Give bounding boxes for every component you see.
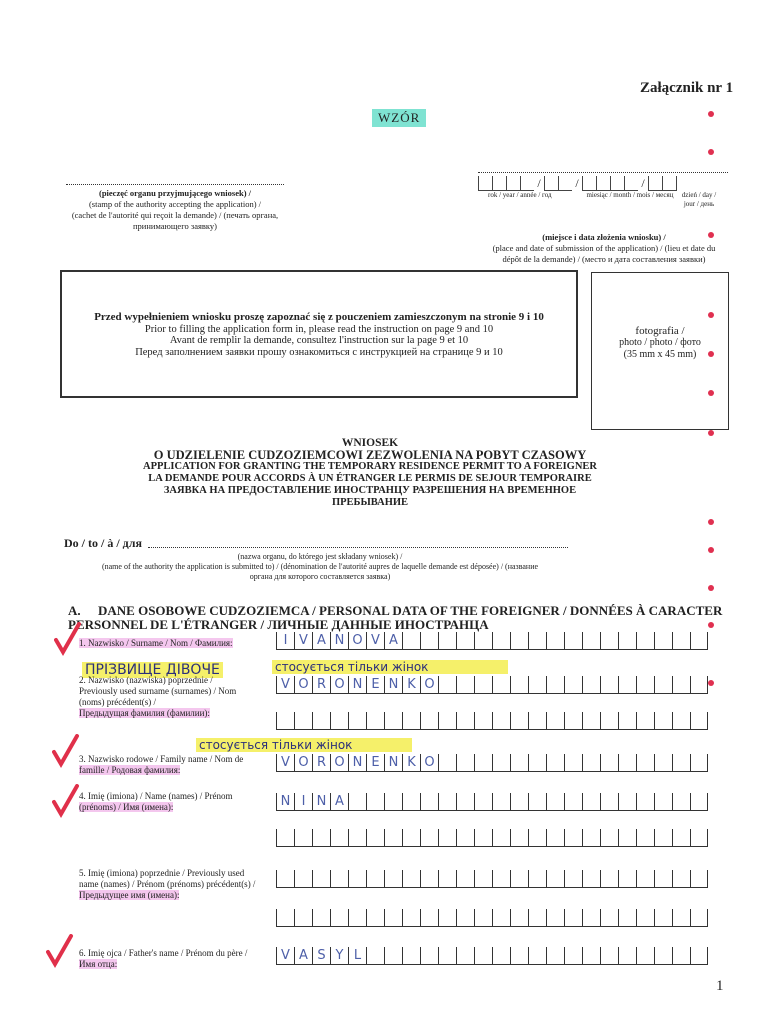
char-box[interactable] bbox=[420, 870, 438, 888]
char-box[interactable]: I bbox=[276, 632, 294, 650]
date-year-label: rok / year / année / год bbox=[488, 191, 552, 199]
char-box[interactable] bbox=[654, 754, 672, 772]
char-box[interactable] bbox=[564, 947, 582, 965]
char-box[interactable] bbox=[456, 947, 474, 965]
char-box[interactable] bbox=[618, 754, 636, 772]
char-box[interactable] bbox=[528, 754, 546, 772]
char-box[interactable] bbox=[690, 676, 708, 694]
char-box[interactable] bbox=[546, 793, 564, 811]
char-box[interactable] bbox=[546, 870, 564, 888]
handwritten-women-note-2: стосується тільки жінок bbox=[196, 738, 412, 752]
char-box[interactable] bbox=[492, 909, 510, 927]
char-box[interactable] bbox=[654, 793, 672, 811]
char-box[interactable] bbox=[456, 870, 474, 888]
char-box[interactable] bbox=[384, 870, 402, 888]
char-box[interactable] bbox=[690, 947, 708, 965]
char-box[interactable]: N bbox=[384, 676, 402, 694]
char-box[interactable] bbox=[492, 870, 510, 888]
char-box[interactable] bbox=[654, 829, 672, 847]
char-box[interactable] bbox=[546, 909, 564, 927]
char-box[interactable] bbox=[672, 712, 690, 730]
char-box[interactable] bbox=[600, 870, 618, 888]
binder-dot bbox=[708, 232, 714, 238]
char-box[interactable] bbox=[528, 676, 546, 694]
char-box[interactable] bbox=[438, 909, 456, 927]
char-box[interactable] bbox=[438, 870, 456, 888]
char-box[interactable] bbox=[492, 829, 510, 847]
char-box[interactable] bbox=[672, 947, 690, 965]
authority-input[interactable] bbox=[148, 547, 568, 548]
char-box[interactable] bbox=[654, 712, 672, 730]
char-box[interactable] bbox=[510, 870, 528, 888]
char-box[interactable] bbox=[492, 712, 510, 730]
stamp-line bbox=[66, 184, 284, 185]
char-box[interactable] bbox=[582, 793, 600, 811]
char-box[interactable] bbox=[672, 793, 690, 811]
char-box[interactable]: A bbox=[384, 632, 402, 650]
place-line bbox=[478, 172, 728, 173]
char-box[interactable] bbox=[600, 632, 618, 650]
char-box[interactable] bbox=[384, 829, 402, 847]
char-box[interactable] bbox=[438, 947, 456, 965]
char-box[interactable] bbox=[492, 676, 510, 694]
char-box[interactable] bbox=[564, 676, 582, 694]
char-box[interactable] bbox=[312, 712, 330, 730]
char-box[interactable] bbox=[402, 793, 420, 811]
char-box[interactable] bbox=[330, 829, 348, 847]
char-box[interactable] bbox=[564, 754, 582, 772]
char-box[interactable] bbox=[546, 947, 564, 965]
binder-dot bbox=[708, 680, 714, 686]
char-box[interactable] bbox=[420, 712, 438, 730]
char-box[interactable] bbox=[528, 793, 546, 811]
field-previous-name-label: 5. Imię (imiona) poprzednie / Previously used name (names) / Prénom (prénoms) précédent(s) / Предыдущее имя (имена): bbox=[79, 868, 256, 900]
char-box[interactable] bbox=[528, 829, 546, 847]
handwritten-women-note-1: стосується тільки жінок bbox=[272, 660, 508, 674]
char-box[interactable]: V bbox=[276, 676, 294, 694]
char-box[interactable] bbox=[618, 676, 636, 694]
char-box[interactable] bbox=[618, 947, 636, 965]
char-box[interactable] bbox=[366, 829, 384, 847]
father-name-grid[interactable] bbox=[276, 947, 708, 965]
char-box[interactable] bbox=[600, 947, 618, 965]
first-name-grid-2[interactable] bbox=[276, 829, 708, 847]
field-first-name-label: 4. Imię (imiona) / Name (names) / Prénom (prénoms) / Имя (имена): bbox=[79, 791, 233, 812]
char-box[interactable]: O bbox=[330, 754, 348, 772]
char-box[interactable] bbox=[564, 829, 582, 847]
char-box[interactable] bbox=[600, 712, 618, 730]
char-box[interactable] bbox=[294, 829, 312, 847]
char-box[interactable] bbox=[564, 793, 582, 811]
char-box[interactable] bbox=[546, 632, 564, 650]
binder-dot bbox=[708, 585, 714, 591]
char-box[interactable] bbox=[510, 754, 528, 772]
char-box[interactable] bbox=[474, 947, 492, 965]
char-box[interactable] bbox=[294, 909, 312, 927]
char-box[interactable] bbox=[384, 793, 402, 811]
binder-dot bbox=[708, 519, 714, 525]
page-number: 1 bbox=[716, 978, 724, 994]
char-box[interactable] bbox=[366, 909, 384, 927]
char-box[interactable] bbox=[582, 676, 600, 694]
char-box[interactable] bbox=[276, 870, 294, 888]
previous-name-grid-2[interactable] bbox=[276, 909, 708, 927]
char-box[interactable] bbox=[456, 712, 474, 730]
char-box[interactable] bbox=[672, 676, 690, 694]
char-box[interactable] bbox=[672, 829, 690, 847]
char-box[interactable] bbox=[600, 909, 618, 927]
char-box[interactable] bbox=[438, 829, 456, 847]
char-box[interactable] bbox=[528, 870, 546, 888]
char-box[interactable] bbox=[420, 947, 438, 965]
char-box[interactable] bbox=[600, 676, 618, 694]
char-box[interactable] bbox=[690, 793, 708, 811]
char-box[interactable] bbox=[636, 909, 654, 927]
char-box[interactable] bbox=[438, 793, 456, 811]
previous-surname-grid[interactable] bbox=[276, 676, 708, 694]
char-box[interactable] bbox=[420, 793, 438, 811]
char-box[interactable]: O bbox=[420, 754, 438, 772]
char-box[interactable]: O bbox=[348, 632, 366, 650]
char-box[interactable]: L bbox=[348, 947, 366, 965]
authority-caption: (nazwa organu, do którego jest składany wniosek) / (name of the authority the application is submitted to) / (dénomination de l'autorité aupres de laquelle demande est déposée) / (название органа для которого составляется заявка) bbox=[101, 552, 539, 581]
annex-label: Załącznik nr 1 bbox=[640, 80, 734, 96]
surname-grid[interactable] bbox=[276, 632, 708, 650]
char-box[interactable]: R bbox=[312, 754, 330, 772]
char-box[interactable]: K bbox=[402, 754, 420, 772]
char-box[interactable] bbox=[438, 632, 456, 650]
char-box[interactable] bbox=[636, 712, 654, 730]
char-box[interactable] bbox=[312, 909, 330, 927]
char-box[interactable] bbox=[528, 712, 546, 730]
char-box[interactable] bbox=[276, 829, 294, 847]
char-box[interactable]: N bbox=[348, 754, 366, 772]
field-surname-label: 1. Nazwisko / Surname / Nom / Фамилия: bbox=[79, 638, 233, 648]
char-box[interactable] bbox=[330, 712, 348, 730]
char-box[interactable] bbox=[690, 909, 708, 927]
char-box[interactable] bbox=[294, 712, 312, 730]
char-box[interactable] bbox=[366, 947, 384, 965]
stamp-caption: (pieczęć organu przyjmującego wniosek) / (stamp of the authority accepting the application) / (cachet de l'autorité qui reçoit la demande) / (печать органа, принимающего заявку) bbox=[71, 188, 279, 231]
char-box[interactable] bbox=[492, 947, 510, 965]
char-box[interactable] bbox=[438, 712, 456, 730]
char-box[interactable] bbox=[366, 793, 384, 811]
char-box[interactable]: A bbox=[294, 947, 312, 965]
char-box[interactable] bbox=[348, 909, 366, 927]
char-box[interactable]: V bbox=[276, 754, 294, 772]
char-box[interactable] bbox=[690, 870, 708, 888]
char-box[interactable] bbox=[456, 793, 474, 811]
char-box[interactable] bbox=[474, 632, 492, 650]
check-mark-icon bbox=[52, 734, 80, 768]
photo-box[interactable]: fotografia / photo / photo / фото (35 mm x 45 mm) bbox=[591, 272, 729, 430]
char-box[interactable]: I bbox=[294, 793, 312, 811]
date-month-label: miesiąc / month / mois / месяц bbox=[586, 191, 674, 199]
char-box[interactable] bbox=[348, 712, 366, 730]
char-box[interactable] bbox=[510, 793, 528, 811]
char-box[interactable] bbox=[474, 793, 492, 811]
char-box[interactable] bbox=[294, 870, 312, 888]
char-box[interactable] bbox=[654, 909, 672, 927]
char-box[interactable] bbox=[474, 909, 492, 927]
char-box[interactable] bbox=[312, 829, 330, 847]
check-mark-icon bbox=[52, 784, 80, 818]
char-box[interactable] bbox=[420, 909, 438, 927]
char-box[interactable]: O bbox=[294, 676, 312, 694]
form-title: WNIOSEK O UDZIELENIE CUDZOZIEMCOWI ZEZWOLENIA NA POBYT CZASOWY APPLICATION FOR GRANTING THE TEMPORARY RESIDENCE PERMIT TO A FOREIGNER LA DEMANDE POUR ACCORDS À UN ÉTRANGER LE PERMIS DE SEJOUR TEMPORAIRE ЗАЯВКА НА ПРЕДОСТАВЛЕНИЕ ИНОСТРАНЦУ РАЗРЕШЕНИЯ НА ВРЕМЕННОЕ ПРЕБЫВАНИЕ bbox=[142, 437, 598, 508]
date-grid[interactable]: / / / bbox=[478, 176, 677, 191]
char-box[interactable] bbox=[438, 676, 456, 694]
char-box[interactable] bbox=[366, 712, 384, 730]
char-box[interactable] bbox=[672, 632, 690, 650]
char-box[interactable] bbox=[402, 909, 420, 927]
char-box[interactable] bbox=[654, 947, 672, 965]
char-box[interactable] bbox=[582, 712, 600, 730]
char-box[interactable]: O bbox=[294, 754, 312, 772]
char-box[interactable] bbox=[474, 712, 492, 730]
char-box[interactable]: K bbox=[402, 676, 420, 694]
char-box[interactable] bbox=[348, 829, 366, 847]
char-box[interactable] bbox=[618, 632, 636, 650]
char-box[interactable] bbox=[672, 870, 690, 888]
char-box[interactable] bbox=[690, 829, 708, 847]
char-box[interactable] bbox=[510, 712, 528, 730]
char-box[interactable]: Y bbox=[330, 947, 348, 965]
char-box[interactable] bbox=[492, 754, 510, 772]
char-box[interactable] bbox=[420, 632, 438, 650]
instruction-notice: Przed wypełnieniem wniosku proszę zapoznać się z pouczeniem zamieszczonym na stronie 9 i 10 Prior to filling the application form in, please read the instruction on page 9 and 10 Avant de remplir la demande, consultez l'instruction sur la page 9 et 10 Перед заполнением заявки прошу ознакомиться с инструкцией на странице 9 и 10 bbox=[60, 270, 578, 398]
char-box[interactable] bbox=[528, 947, 546, 965]
field-father-name-label: 6. Imię ojca / Father's name / Prénom du père / Имя отца: bbox=[79, 948, 248, 969]
char-box[interactable] bbox=[528, 909, 546, 927]
field-previous-surname-label: 2. Nazwisko (nazwiska) poprzednie / Previously used surname (surnames) / Nom (noms) précédent(s) / Предыдущая фамилия (фамилии): bbox=[79, 675, 237, 718]
field-family-name-label: 3. Nazwisko rodowe / Family name / Nom de famille / Родовая фамилия: bbox=[79, 754, 244, 775]
binder-dot bbox=[708, 547, 714, 553]
char-box[interactable] bbox=[690, 712, 708, 730]
char-box[interactable] bbox=[654, 870, 672, 888]
char-box[interactable] bbox=[582, 909, 600, 927]
char-box[interactable] bbox=[636, 870, 654, 888]
char-box[interactable] bbox=[384, 909, 402, 927]
char-box[interactable] bbox=[276, 909, 294, 927]
binder-dot bbox=[708, 430, 714, 436]
char-box[interactable] bbox=[474, 870, 492, 888]
char-box[interactable]: O bbox=[330, 676, 348, 694]
char-box[interactable] bbox=[636, 829, 654, 847]
handwritten-maiden-note: ПРІЗВИЩЕ ДІВОЧЕ bbox=[82, 662, 223, 678]
char-box[interactable] bbox=[402, 947, 420, 965]
char-box[interactable] bbox=[636, 947, 654, 965]
binder-dot bbox=[708, 622, 714, 628]
template-stamp: WZÓR bbox=[372, 109, 426, 127]
binder-dot bbox=[708, 111, 714, 117]
place-caption: (miejsce i data złożenia wniosku) / (place and date of submission of the application) / (lieu et date du dépôt de la demande) / (место и дата составления заявки) bbox=[492, 232, 716, 264]
char-box[interactable] bbox=[600, 829, 618, 847]
char-box[interactable] bbox=[492, 793, 510, 811]
char-box[interactable] bbox=[402, 870, 420, 888]
char-box[interactable]: S bbox=[312, 947, 330, 965]
char-box[interactable] bbox=[564, 909, 582, 927]
char-box[interactable] bbox=[546, 754, 564, 772]
char-box[interactable]: E bbox=[366, 676, 384, 694]
section-a-heading: A. DANE OSOBOWE CUDZOZIEMCA / PERSONAL DATA OF THE FOREIGNER / DONNÉES À CARACTER PERSONNEL DE L'ÉTRANGER / ЛИЧНЫЕ ДАННЫЕ ИНОСТРАНЦА bbox=[68, 603, 723, 632]
char-box[interactable]: A bbox=[330, 793, 348, 811]
binder-dot bbox=[708, 390, 714, 396]
char-box[interactable] bbox=[492, 632, 510, 650]
first-name-grid[interactable] bbox=[276, 793, 708, 811]
char-box[interactable] bbox=[402, 829, 420, 847]
char-box[interactable]: N bbox=[276, 793, 294, 811]
char-box[interactable] bbox=[690, 754, 708, 772]
char-box[interactable] bbox=[276, 712, 294, 730]
char-box[interactable] bbox=[564, 712, 582, 730]
char-box[interactable] bbox=[456, 676, 474, 694]
char-box[interactable] bbox=[582, 754, 600, 772]
char-box[interactable] bbox=[384, 947, 402, 965]
char-box[interactable] bbox=[546, 712, 564, 730]
char-box[interactable] bbox=[546, 829, 564, 847]
char-box[interactable] bbox=[582, 947, 600, 965]
char-box[interactable] bbox=[672, 909, 690, 927]
char-box[interactable] bbox=[618, 870, 636, 888]
char-box[interactable] bbox=[474, 754, 492, 772]
char-box[interactable] bbox=[474, 829, 492, 847]
char-box[interactable]: N bbox=[312, 793, 330, 811]
char-box[interactable] bbox=[582, 632, 600, 650]
char-box[interactable] bbox=[636, 793, 654, 811]
char-box[interactable] bbox=[348, 793, 366, 811]
char-box[interactable] bbox=[690, 632, 708, 650]
char-box[interactable] bbox=[600, 754, 618, 772]
char-box[interactable]: V bbox=[276, 947, 294, 965]
date-day-label: dzień / day / jour / день bbox=[681, 191, 717, 208]
char-box[interactable] bbox=[618, 829, 636, 847]
char-box[interactable] bbox=[582, 829, 600, 847]
char-box[interactable] bbox=[510, 909, 528, 927]
char-box[interactable] bbox=[654, 676, 672, 694]
char-box[interactable]: A bbox=[312, 632, 330, 650]
previous-surname-grid-2[interactable] bbox=[276, 712, 708, 730]
char-box[interactable]: E bbox=[366, 754, 384, 772]
char-box[interactable] bbox=[582, 870, 600, 888]
char-box[interactable] bbox=[600, 793, 618, 811]
char-box[interactable] bbox=[366, 870, 384, 888]
char-box[interactable] bbox=[510, 676, 528, 694]
char-box[interactable] bbox=[474, 676, 492, 694]
char-box[interactable] bbox=[438, 754, 456, 772]
binder-dot bbox=[708, 351, 714, 357]
authority-label: Do / to / à / для bbox=[64, 536, 142, 550]
char-box[interactable] bbox=[456, 754, 474, 772]
char-box[interactable] bbox=[672, 754, 690, 772]
char-box[interactable] bbox=[402, 712, 420, 730]
char-box[interactable] bbox=[618, 712, 636, 730]
char-box[interactable] bbox=[618, 909, 636, 927]
char-box[interactable] bbox=[618, 793, 636, 811]
char-box[interactable] bbox=[384, 712, 402, 730]
char-box[interactable] bbox=[456, 909, 474, 927]
char-box[interactable] bbox=[636, 754, 654, 772]
char-box[interactable] bbox=[420, 829, 438, 847]
char-box[interactable] bbox=[456, 829, 474, 847]
char-box[interactable]: O bbox=[420, 676, 438, 694]
binder-dot bbox=[708, 312, 714, 318]
char-box[interactable] bbox=[348, 870, 366, 888]
char-box[interactable]: R bbox=[312, 676, 330, 694]
char-box[interactable] bbox=[456, 632, 474, 650]
binder-dot bbox=[708, 149, 714, 155]
char-box[interactable] bbox=[528, 632, 546, 650]
char-box[interactable] bbox=[564, 870, 582, 888]
char-box[interactable] bbox=[330, 909, 348, 927]
char-box[interactable]: N bbox=[330, 632, 348, 650]
char-box[interactable] bbox=[402, 632, 420, 650]
char-box[interactable]: V bbox=[366, 632, 384, 650]
char-box[interactable]: N bbox=[348, 676, 366, 694]
char-box[interactable] bbox=[564, 632, 582, 650]
char-box[interactable] bbox=[654, 632, 672, 650]
char-box[interactable] bbox=[510, 947, 528, 965]
check-mark-icon bbox=[54, 622, 82, 656]
char-box[interactable] bbox=[510, 632, 528, 650]
char-box[interactable] bbox=[510, 829, 528, 847]
char-box[interactable] bbox=[330, 870, 348, 888]
check-mark-icon bbox=[46, 934, 74, 968]
char-box[interactable] bbox=[546, 676, 564, 694]
char-box[interactable] bbox=[636, 632, 654, 650]
char-box[interactable]: N bbox=[384, 754, 402, 772]
char-box[interactable] bbox=[312, 870, 330, 888]
family-name-grid[interactable] bbox=[276, 754, 708, 772]
previous-name-grid[interactable] bbox=[276, 870, 708, 888]
char-box[interactable] bbox=[636, 676, 654, 694]
char-box[interactable]: V bbox=[294, 632, 312, 650]
